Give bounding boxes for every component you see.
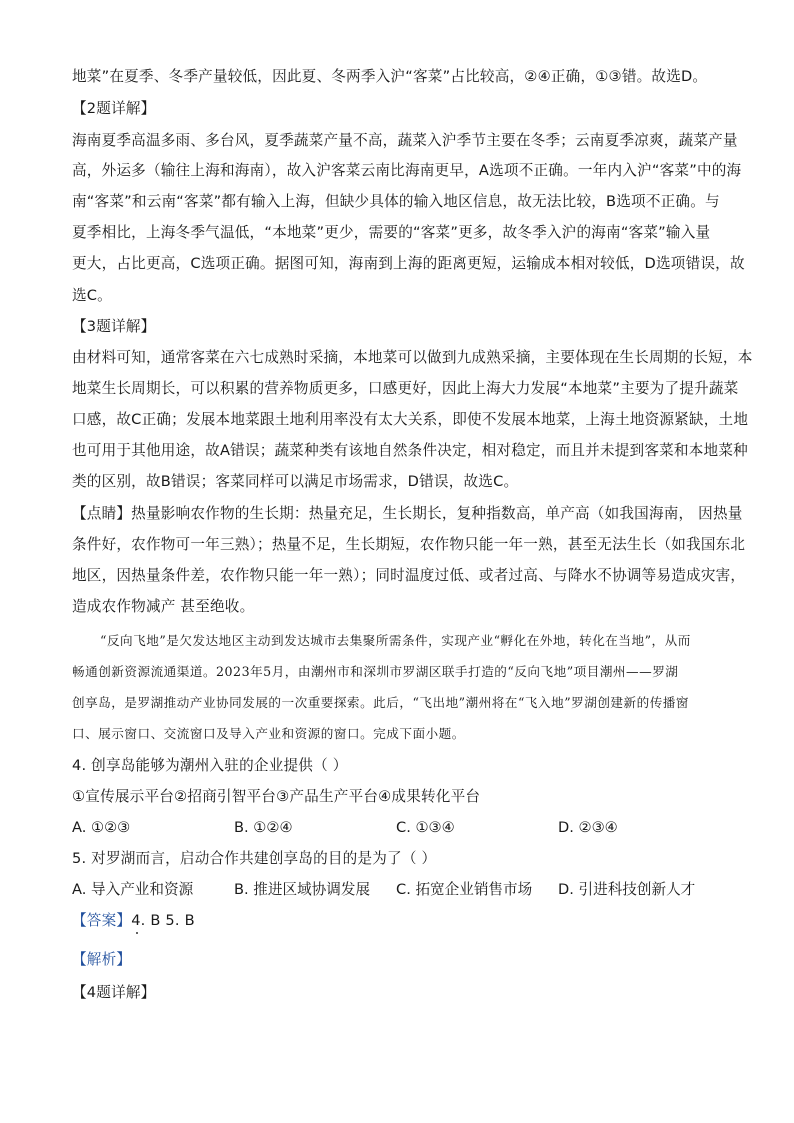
text-line: 高，外运多（输往上海和海南），故入沪客菜云南比海南更早，A选项不正确。一年内入沪“客菜”中的海 xyxy=(72,162,742,179)
answer-label: 【答案】 xyxy=(72,912,132,929)
material-line: 畅通创新资源流通渠道。2023年5月，由潮州市和深圳市罗湖区联手打造的“反向飞地”项目潮州——罗湖 xyxy=(72,664,679,679)
option-b: B. ①②④ xyxy=(234,819,293,836)
text-line: 地菜”在夏季、冬季产量较低，因此夏、冬两季入沪“客菜”占比较高，②④正确，①③错。故选D。 xyxy=(72,68,708,85)
option-c: C. ①③④ xyxy=(396,819,455,836)
option-c: C. 拓宽企业销售市场 xyxy=(396,881,533,898)
question-5-stem: 5. 对罗湖而言，启动合作共建创享岛的目的是为了（ ） xyxy=(72,850,437,867)
section-heading: 【2题详解】 xyxy=(72,100,156,117)
text-line: 更大，占比更高，C选项正确。据图可知，海南到上海的距离更短，运输成本相对较低，D选项错误，故 xyxy=(72,255,745,272)
text-line: 地区，因热量条件差，农作物只能一年一熟）；同时温度过低、或者过高、与降水不协调等易造成灾害， xyxy=(72,567,746,584)
material-line: 口、展示窗口、交流窗口及导入产业和资源的窗口。完成下面小题。 xyxy=(72,726,465,741)
section-heading: 【3题详解】 xyxy=(72,318,156,335)
text-line: 口感，故C正确；发展本地菜跟土地利用率没有太大关系，即使不发展本地菜，上海土地资源紧缺，土地 xyxy=(72,411,749,428)
text-line: 条件好，农作物可一年三熟）；热量不足，生长期短，农作物只能一年一熟，甚至无法生长（如我国东北 xyxy=(72,536,746,553)
answer-line xyxy=(72,911,195,931)
text-line: 造成农作物减产 甚至绝收。 xyxy=(72,598,255,615)
text-line: 选C。 xyxy=(72,287,112,304)
text-line: 也可用于其他用途，故A错误；蔬菜种类有该地自然条件决定，相对稳定，而且并未提到客菜和本地菜种 xyxy=(72,442,748,459)
question-4-items: ①宣传展示平台②招商引智平台③产品生产平台④成果转化平台 xyxy=(72,788,481,805)
dot-mark xyxy=(136,932,138,934)
option-a: A. ①②③ xyxy=(72,819,131,836)
text-line: 类的区别，故B错误；客菜同样可以满足市场需求，D错误，故选C。 xyxy=(72,473,519,490)
option-b: B. 推进区域协调发展 xyxy=(234,881,371,898)
option-d: D. ②③④ xyxy=(558,819,618,836)
text-line: 【点睛】热量影响农作物的生长期：热量充足，生长期长，复种指数高，单产高（如我国海南， 因热量 xyxy=(72,505,743,522)
question-4-stem: 4. 创享岛能够为潮州入驻的企业提供（ ） xyxy=(72,757,348,774)
section-heading: 【4题详解】 xyxy=(72,984,156,1001)
text-line: 海南夏季高温多雨、多台风，夏季蔬菜产量不高，蔬菜入沪季节主要在冬季；云南夏季凉爽，蔬菜产量 xyxy=(72,132,738,149)
option-d: D. 引进科技创新人才 xyxy=(558,881,696,898)
text-line: 由材料可知，通常客菜在六七成熟时采摘，本地菜可以做到九成熟采摘，主要体现在生长周期的长短，本 xyxy=(72,349,753,366)
analysis-heading: 【解析】 xyxy=(72,951,132,968)
text-line: 地菜生长周期长，可以积累的营养物质更多，口感更好，因此上海大力发展“本地菜”主要为了提升蔬菜 xyxy=(72,380,739,397)
material-line: “反向飞地”是欠发达地区主动到发达城市去集聚所需条件，实现产业“孵化在外地，转化在当地”，从而 xyxy=(100,633,691,648)
text-line: 夏季相比，上海冬季气温低，“本地菜”更少，需要的“客菜”更多，故冬季入沪的海南“客菜”输入量 xyxy=(72,224,711,241)
answer-text: 4. B 5. B xyxy=(131,912,195,929)
material-line: 创享岛，是罗湖推动产业协同发展的一次重要探索。此后，“飞出地”潮州将在“飞入地”罗湖创建新的传播窗 xyxy=(72,695,689,710)
text-line: 南“客菜”和云南“客菜”都有输入上海，但缺少具体的输入地区信息，故无法比较，B选项不正确。与 xyxy=(72,193,720,210)
option-a: A. 导入产业和资源 xyxy=(72,881,194,898)
